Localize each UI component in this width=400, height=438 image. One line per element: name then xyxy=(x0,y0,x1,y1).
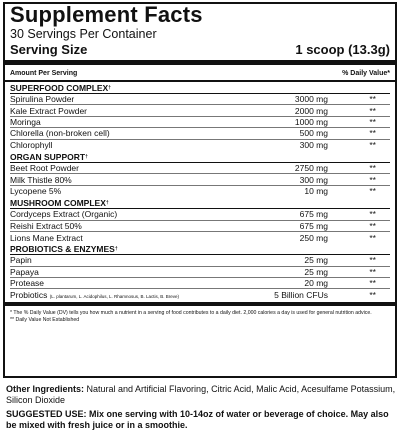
ingredient-name xyxy=(10,233,248,243)
ingredient-amount: 1000 mg xyxy=(294,116,328,127)
ingredient-row xyxy=(10,117,390,128)
ingredient-name xyxy=(10,278,248,288)
ingredient-name-text: Spirulina Powder xyxy=(10,94,75,105)
label-notes xyxy=(6,384,398,434)
section-header xyxy=(10,243,390,255)
ingredient-row xyxy=(10,267,390,278)
ingredient-name-text: Reishi Extract 50% xyxy=(10,220,82,231)
ingredient-dv: ** xyxy=(369,220,376,231)
section-title: ORGAN SUPPORT xyxy=(10,151,86,162)
ingredient-name xyxy=(10,221,248,231)
section-header xyxy=(10,82,390,94)
ingredient-name xyxy=(10,255,248,265)
section-title: SUPERFOOD COMPLEX xyxy=(10,83,109,93)
ingredient-row xyxy=(10,94,390,105)
ingredient-dv: ** xyxy=(369,116,376,127)
panel-title: Supplement Facts xyxy=(10,2,203,27)
ingredient-name-text: Moringa xyxy=(10,116,41,127)
ingredient-name xyxy=(10,209,248,219)
ingredient-row xyxy=(10,186,390,197)
amount-header: Amount Per Serving xyxy=(10,70,78,77)
ingredient-dv: ** xyxy=(369,209,376,220)
ingredient-name-text: Papaya xyxy=(10,266,39,277)
ingredient-row xyxy=(10,232,390,243)
ingredient-dv: ** xyxy=(369,140,376,151)
ingredient-name-text: Chlorophyll xyxy=(10,140,53,151)
servings-per-container: 30 Servings Per Container xyxy=(10,27,157,41)
ingredient-row xyxy=(10,278,390,289)
ingredient-name xyxy=(10,290,248,300)
ingredient-amount: 25 mg xyxy=(304,266,328,277)
supplement-facts-panel xyxy=(3,2,397,378)
ingredient-amount: 675 mg xyxy=(299,209,328,220)
ingredient-dv: ** xyxy=(369,128,376,139)
ingredient-amount: 10 mg xyxy=(304,186,328,197)
suggested-use-text: Mix one serving with 10-14oz of water or beverage of choice. May also be mixed with fresh juice or in a smoothie. xyxy=(6,409,389,430)
ingredient-dv: ** xyxy=(369,232,376,243)
ingredient-amount: 25 mg xyxy=(304,255,328,266)
ingredient-name-text: Probiotics xyxy=(10,290,48,301)
ingredient-row xyxy=(10,255,390,266)
ingredient-amount: 2750 mg xyxy=(294,163,328,174)
footnote-dv: * The % Daily Value (DV) tells you how much a nutrient in a serving of food contributes to a daily diet. 2,000 calories a day is used for general nutrition advice. xyxy=(10,309,372,316)
ingredient-name-text: Beet Root Powder xyxy=(10,163,79,174)
ingredient-name-text: Lions Mane Extract xyxy=(10,232,83,243)
ingredient-dv: ** xyxy=(369,278,376,289)
ingredient-amount: 675 mg xyxy=(299,220,328,231)
suggested-use xyxy=(6,409,398,431)
ingredient-row xyxy=(10,163,390,174)
ingredient-dv: ** xyxy=(369,186,376,197)
other-ingredients xyxy=(6,384,398,406)
ingredient-name xyxy=(10,94,248,104)
column-header xyxy=(10,65,390,80)
ingredient-name xyxy=(10,186,248,196)
other-ingredients-label: Other Ingredients: xyxy=(6,384,85,394)
ingredient-name-text: Protease xyxy=(10,278,45,289)
ingredient-row xyxy=(10,105,390,116)
ingredient-amount: 300 mg xyxy=(299,140,328,151)
ingredient-row xyxy=(10,140,390,151)
serving-size-row xyxy=(10,42,390,58)
section-title: MUSHROOM COMPLEX xyxy=(10,198,106,209)
ingredient-row xyxy=(10,209,390,220)
ingredient-dv: ** xyxy=(369,105,376,116)
ingredient-name-text: Kale Extract Powder xyxy=(10,105,88,116)
ingredient-dv: ** xyxy=(369,290,376,301)
ingredient-amount: 20 mg xyxy=(304,278,328,289)
ingredient-name xyxy=(10,163,248,173)
ingredient-dv: ** xyxy=(369,266,376,277)
dv-header: % Daily Value* xyxy=(342,70,390,77)
footnote-not-established: ** Daily Value Not Established xyxy=(10,316,80,323)
ingredient-row xyxy=(10,221,390,232)
section-header xyxy=(10,151,390,163)
serving-size-label: Serving Size xyxy=(10,42,88,57)
section-mark: † xyxy=(105,200,109,207)
ingredient-name-text: Cordyceps Extract (Organic) xyxy=(10,209,118,220)
ingredient-name xyxy=(10,140,248,150)
ingredient-name-text: Chlorella (non-broken cell) xyxy=(10,128,110,139)
ingredient-amount: 3000 mg xyxy=(294,94,328,105)
ingredient-name-text: Milk Thistle 80% xyxy=(10,174,72,185)
ingredient-name xyxy=(10,117,248,127)
ingredient-amount: 250 mg xyxy=(299,232,328,243)
section-mark: † xyxy=(85,153,88,160)
section-mark: † xyxy=(108,85,112,91)
ingredient-row xyxy=(10,289,390,300)
ingredient-name xyxy=(10,175,248,185)
ingredient-name xyxy=(10,128,248,138)
section-header xyxy=(10,197,390,209)
ingredient-name xyxy=(10,267,248,277)
other-ingredients-text: Natural and Artificial Flavoring, Citric Acid, Malic Acid, Acesulfame Potassium, Silicon Dioxide xyxy=(6,384,396,405)
ingredient-row xyxy=(10,174,390,185)
section-title: PROBIOTICS & ENZYMES xyxy=(10,244,115,255)
serving-size-value: 1 scoop (13.3g) xyxy=(295,42,390,57)
ingredient-amount: 300 mg xyxy=(299,174,328,185)
ingredient-dv: ** xyxy=(369,255,376,266)
ingredient-row xyxy=(10,128,390,139)
ingredient-name-text: Lycopene 5% xyxy=(10,186,62,197)
ingredient-amount: 2000 mg xyxy=(294,105,328,116)
ingredient-name xyxy=(10,106,248,116)
suggested-use-label: SUGGESTED USE: xyxy=(6,409,87,419)
ingredient-dv: ** xyxy=(369,163,376,174)
ingredient-strains: (L. plantarum, L. Acidophilus, L. Rhamnosus, B. Lactis, B. Breve) xyxy=(49,294,180,300)
section-mark: † xyxy=(114,246,118,253)
ingredient-amount: 5 Billion CFUs xyxy=(274,290,328,301)
ingredient-dv: ** xyxy=(369,174,376,185)
ingredient-dv: ** xyxy=(369,94,376,105)
ingredient-name-text: Papin xyxy=(10,255,32,266)
ingredient-amount: 500 mg xyxy=(299,128,328,139)
ingredient-sections xyxy=(10,82,390,301)
